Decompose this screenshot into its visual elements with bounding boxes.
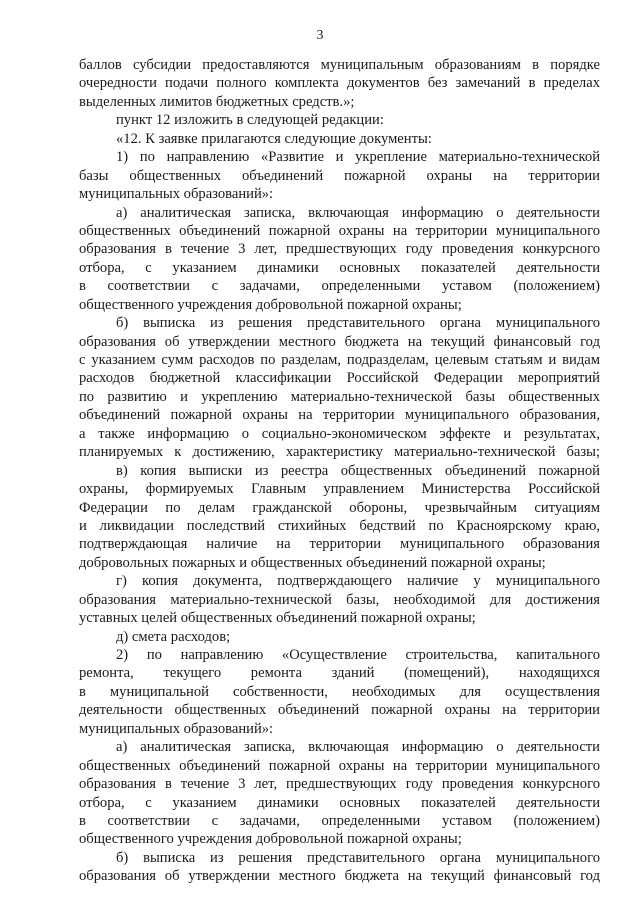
text-line: подтверждающая наличие на территории муниципального образования xyxy=(79,536,600,553)
text-line: отбора, с указанием динамики основных показателей деятельности xyxy=(79,259,600,276)
text-line: муниципальных образований»: xyxy=(79,186,274,203)
text-line: 2) по направлению «Осуществление строительства, капитального xyxy=(116,647,600,663)
text-line: выделенных лимитов бюджетных средств.»; xyxy=(79,93,355,110)
text-line: базы общественных объединений пожарной охраны на территории xyxy=(79,167,600,184)
text-line: деятельности общественных объединений пожарной охраны на территории xyxy=(79,702,600,719)
text-line: с указанием сумм расходов по разделам, подразделам, целевым статьям и видам xyxy=(79,352,600,368)
page-number: 3 xyxy=(316,28,324,43)
text-line: и ликвидации последствий стихийных бедствий по Красноярскому краю, xyxy=(79,517,600,534)
text-line: баллов субсидии предоставляются муниципальным образованиям в порядке xyxy=(79,57,600,73)
text-line: б) выписка из решения представительного органа муниципального xyxy=(116,849,600,866)
text-line: в муниципальной собственности, необходимых для осуществления xyxy=(79,683,600,700)
text-line: муниципальных образований»: xyxy=(79,720,274,737)
text-line: образования материально-технической базы, необходимой для достижения xyxy=(79,591,600,608)
text-line: охраны, формируемых Главным управлением Министерства Российской xyxy=(79,481,600,498)
text-line: в соответствии с задачами, определенными уставом (положением) xyxy=(79,812,600,829)
text-line: ремонта, текущего ремонта зданий (помещений), находящихся xyxy=(79,665,600,682)
text-line: отбора, с указанием динамики основных показателей деятельности xyxy=(79,794,600,811)
text-line: добровольных пожарных и общественных объединений пожарной охраны; xyxy=(79,554,546,571)
text-line: образования в течение 3 лет, предшествующих году проведения конкурсного xyxy=(79,241,600,258)
text-line: общественного учреждения добровольной пожарной охраны; xyxy=(79,831,462,848)
text-line: 1) по направлению «Развитие и укрепление материально-технической xyxy=(116,149,600,166)
text-line: Федерации по делам гражданской обороны, чрезвычайным ситуациям xyxy=(79,499,600,516)
text-line: объединений пожарной охраны на территории муниципального образования, xyxy=(79,407,600,424)
text-line: уставных целей общественных объединений пожарной охраны; xyxy=(79,610,476,627)
text-line: а) аналитическая записка, включающая информацию о деятельности xyxy=(116,739,600,756)
text-line: планируемых к достижению, характеристику материально-технической базы; xyxy=(79,444,600,461)
text-line: общественного учреждения добровольной пожарной охраны; xyxy=(79,296,462,313)
text-line: расходов бюджетной классификации Российской Федерации мероприятий xyxy=(79,370,600,387)
text-line: в соответствии с задачами, определенными уставом (положением) xyxy=(79,278,600,295)
text-line: общественных объединений пожарной охраны на территории муниципального xyxy=(79,757,600,774)
text-line: по развитию и укреплению материально-технической базы общественных xyxy=(79,388,600,405)
text-line: образования в течение 3 лет, предшествующих году проведения конкурсного xyxy=(79,776,600,793)
text-line: образования об утверждении местного бюджета на текущий финансовый год xyxy=(79,333,600,350)
text-line: «12. К заявке прилагаются следующие документы: xyxy=(116,130,432,147)
text-line: образования об утверждении местного бюджета на текущий финансовый год xyxy=(79,868,600,885)
text-line: а) аналитическая записка, включающая информацию о деятельности xyxy=(116,204,600,221)
text-line: г) копия документа, подтверждающего наличие у муниципального xyxy=(116,573,600,590)
text-line: общественных объединений пожарной охраны на территории муниципального xyxy=(79,222,600,239)
text-line: б) выписка из решения представительного органа муниципального xyxy=(116,315,600,332)
document-body xyxy=(79,56,600,886)
text-line: в) копия выписки из реестра общественных объединений пожарной xyxy=(116,462,600,479)
text-line: очередности подачи полного комплекта документов без замечаний в пределах xyxy=(79,75,600,92)
text-line: д) смета расходов; xyxy=(116,628,231,645)
text-line: а также информацию о социально-экономическом эффекте и результатах, xyxy=(79,425,600,442)
text-line: пункт 12 изложить в следующей редакции: xyxy=(116,112,384,129)
